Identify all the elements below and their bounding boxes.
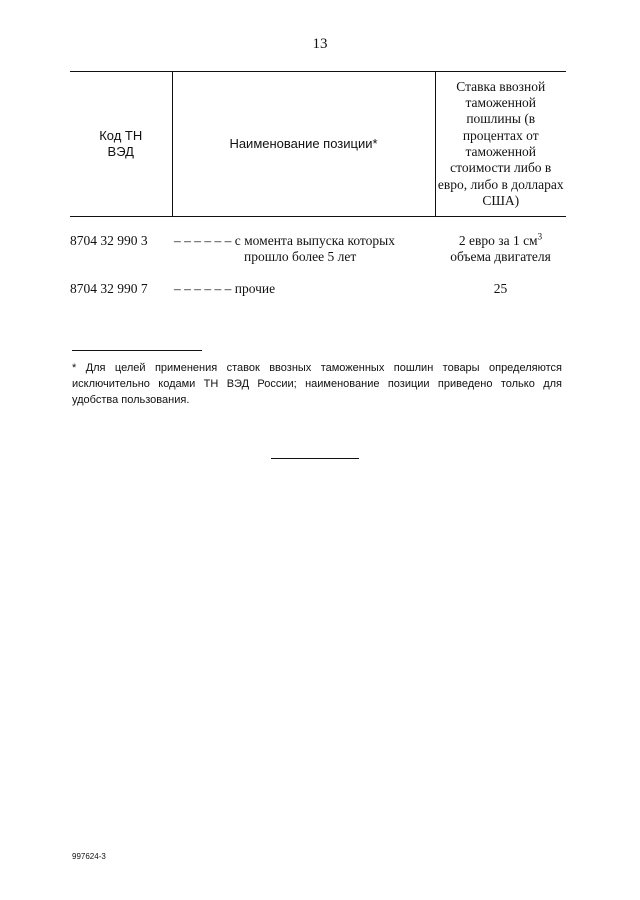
header-rate-label: Ставка ввозной таможенной пошлины (в процентах от таможенной стоимости либо в евро, либо в долларах США) [437, 78, 564, 208]
header-code [70, 72, 172, 217]
row-name-line1: – – – – – – с момента выпуска которых [174, 233, 395, 248]
row-rate [435, 217, 566, 266]
row-rate-sup: 3 [537, 231, 543, 242]
row-code: 8704 32 990 3 [70, 233, 148, 248]
row-rate-prefix: 2 евро за 1 см [458, 233, 538, 248]
row-name [172, 217, 435, 266]
table-row [70, 265, 566, 297]
end-divider [271, 458, 359, 459]
header-name [172, 72, 435, 217]
row-rate-line2: объема двигателя [450, 249, 551, 264]
row-rate: 25 [493, 281, 508, 296]
table-row [70, 217, 566, 266]
row-code: 8704 32 990 7 [70, 281, 148, 296]
document-id: 997624-3 [72, 852, 106, 861]
row-name-line2: прошло более 5 лет [244, 249, 357, 264]
row-name [172, 265, 435, 297]
page-number: 13 [312, 36, 328, 52]
header-rate [435, 72, 566, 217]
footnote: * Для целей применения ставок ввозных таможенных пошлин товары определяются исключительно кодами ТН ВЭД России; наименование позиции приведено только для удобства пользования. [72, 362, 562, 406]
tariff-table [70, 71, 566, 297]
header-name-label: Наименование позиции* [229, 136, 378, 151]
table-header-row [70, 72, 566, 217]
header-code-label: Код ТН ВЭД [99, 128, 143, 159]
footnote-divider [72, 350, 202, 351]
row-name-line1: – – – – – – прочие [174, 281, 276, 296]
